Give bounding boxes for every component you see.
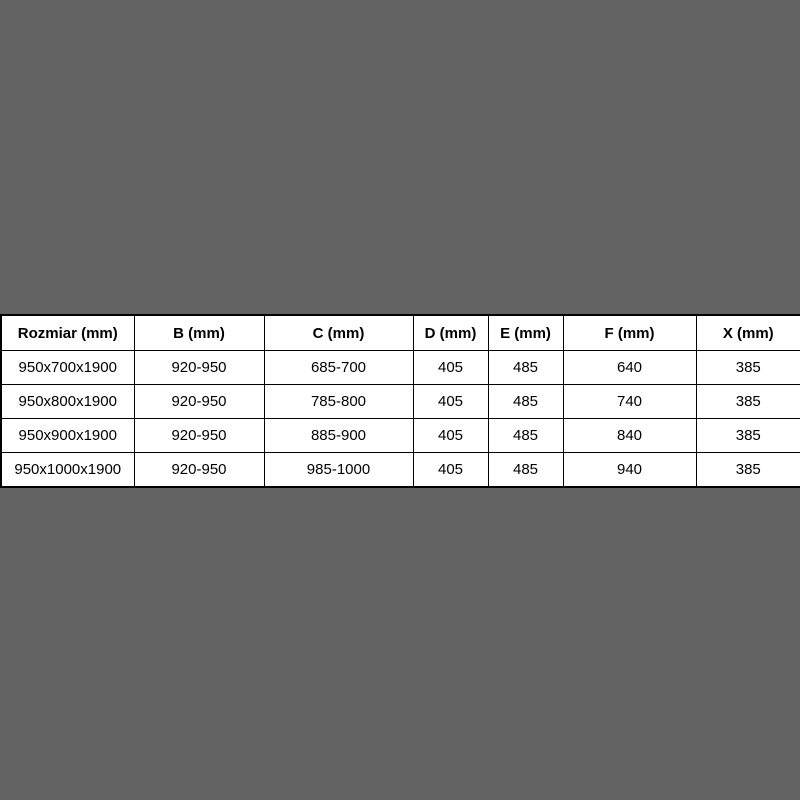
table-cell-e: 485 [488, 385, 563, 419]
column-header-c: C (mm) [264, 315, 413, 351]
table-cell-c: 785-800 [264, 385, 413, 419]
table-cell-c: 985-1000 [264, 453, 413, 488]
table-header-row [1, 315, 800, 351]
table-cell-rozmiar: 950x700x1900 [1, 351, 134, 385]
dimensions-table-container [0, 314, 800, 488]
table-cell-d: 405 [413, 385, 488, 419]
table-cell-b: 920-950 [134, 385, 264, 419]
table-cell-rozmiar: 950x1000x1900 [1, 453, 134, 488]
table-row [1, 351, 800, 385]
table-cell-c: 885-900 [264, 419, 413, 453]
table-cell-f: 640 [563, 351, 696, 385]
column-header-x: X (mm) [696, 315, 800, 351]
column-header-rozmiar: Rozmiar (mm) [1, 315, 134, 351]
table-cell-d: 405 [413, 453, 488, 488]
table-row [1, 385, 800, 419]
column-header-e: E (mm) [488, 315, 563, 351]
table-cell-e: 485 [488, 453, 563, 488]
table-cell-b: 920-950 [134, 419, 264, 453]
dimensions-table [0, 314, 800, 488]
table-cell-rozmiar: 950x900x1900 [1, 419, 134, 453]
table-row [1, 453, 800, 488]
table-cell-f: 940 [563, 453, 696, 488]
table-cell-d: 405 [413, 351, 488, 385]
table-cell-x: 385 [696, 419, 800, 453]
column-header-d: D (mm) [413, 315, 488, 351]
table-cell-d: 405 [413, 419, 488, 453]
table-cell-x: 385 [696, 351, 800, 385]
table-cell-e: 485 [488, 419, 563, 453]
column-header-f: F (mm) [563, 315, 696, 351]
table-cell-x: 385 [696, 385, 800, 419]
table-cell-e: 485 [488, 351, 563, 385]
table-cell-x: 385 [696, 453, 800, 488]
table-cell-f: 840 [563, 419, 696, 453]
table-cell-b: 920-950 [134, 351, 264, 385]
table-row [1, 419, 800, 453]
table-cell-f: 740 [563, 385, 696, 419]
table-cell-c: 685-700 [264, 351, 413, 385]
table-cell-rozmiar: 950x800x1900 [1, 385, 134, 419]
table-cell-b: 920-950 [134, 453, 264, 488]
column-header-b: B (mm) [134, 315, 264, 351]
